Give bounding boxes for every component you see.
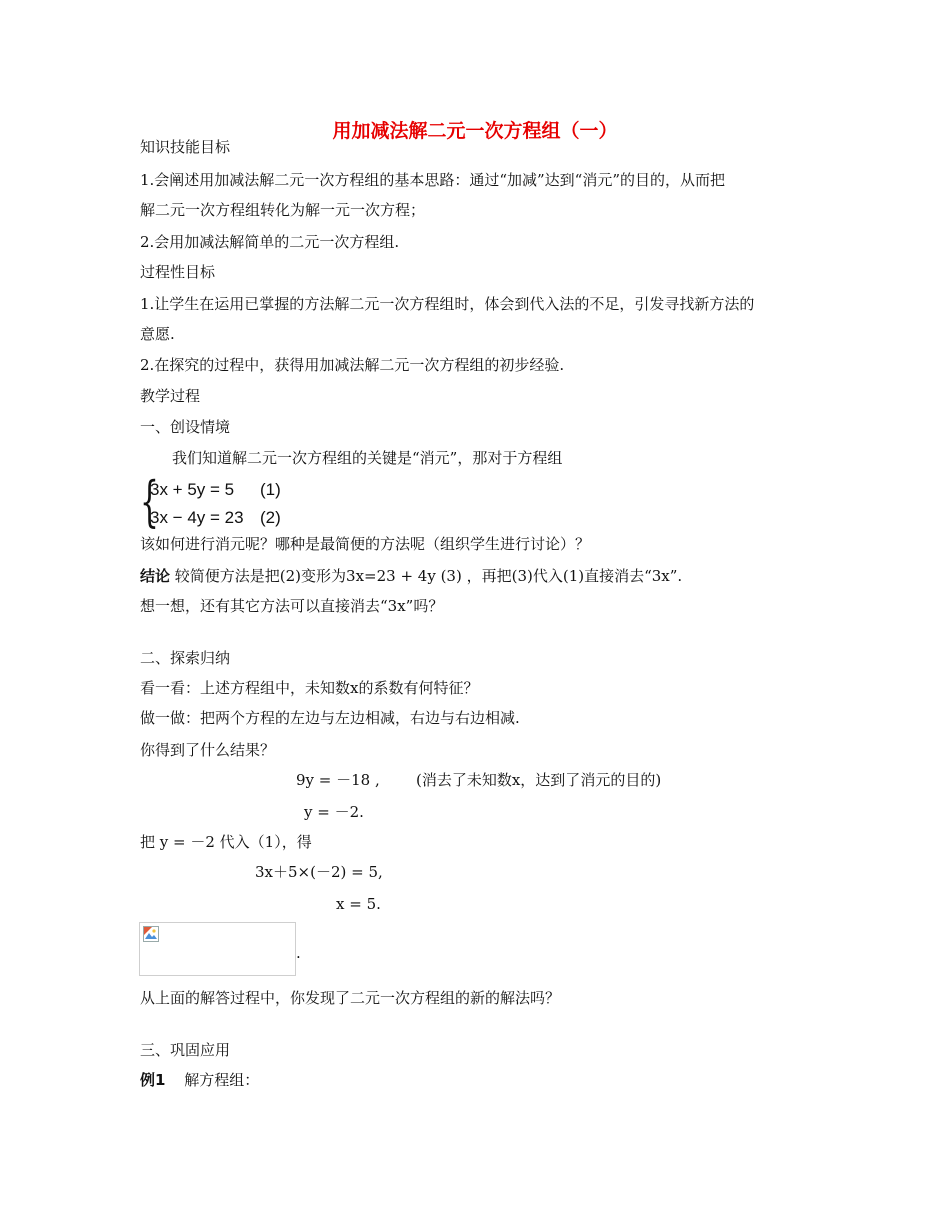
paragraph-line: 做一做：把两个方程的左边与左边相减，右边与右边相减. (140, 709, 520, 727)
equation-1: 3x + 5y = 5 (150, 480, 235, 499)
equation-step-3: 3x＋5×(－2) = 5, (255, 863, 383, 881)
conclusion-line (140, 566, 682, 586)
paragraph-line: 该如何进行消元呢？哪种是最简便的方法呢（组织学生进行讨论）？ (140, 535, 591, 553)
section-heading-explore: 二、探索归纳 (140, 649, 231, 667)
example-label: 例1 (140, 1071, 166, 1089)
paragraph-line: 意愿. (140, 325, 175, 343)
example-text: 解方程组： (184, 1071, 260, 1089)
paragraph-line: 我们知道解二元一次方程组的关键是“消元”，那对于方程组 (172, 449, 563, 467)
paragraph-line: 解二元一次方程组转化为解一元一次方程； (140, 201, 426, 219)
paragraph-line: 2.会用加减法解简单的二元一次方程组. (140, 233, 400, 251)
equation-system (140, 470, 300, 533)
conclusion-label: 结论 (140, 567, 171, 585)
section-heading-process-goals: 过程性目标 (140, 263, 216, 281)
paragraph-line: 想一想，还有其它方法可以直接消去“3x”吗？ (140, 597, 444, 615)
brace-icon: { (140, 470, 159, 533)
section-heading-knowledge-goals: 知识技能目标 (140, 138, 231, 156)
equation-1-label: (1) (260, 480, 281, 499)
page-title: 用加减法解二元一次方程组（一） (332, 120, 618, 142)
paragraph-line: 1.让学生在运用已掌握的方法解二元一次方程组时，体会到代入法的不足，引发寻找新方法的 (140, 295, 755, 313)
paragraph-line: 1.会阐述用加减法解二元一次方程组的基本思路：通过“加减”达到“消元”的目的，从而把 (140, 171, 725, 189)
conclusion-text: 较简便方法是把(2)变形为3x=23 + 4y (3) ，再把(3)代入(1)直接消去“3x”. (170, 567, 683, 585)
paragraph-line: 你得到了什么结果？ (140, 741, 276, 759)
equation-2-label: (2) (260, 508, 281, 527)
broken-image-placeholder (139, 922, 296, 976)
equation-step-1-note: (消去了未知数x，达到了消元的目的) (416, 771, 662, 789)
example-line (140, 1070, 259, 1090)
trailing-period: . (296, 944, 301, 962)
broken-image-icon (143, 926, 159, 942)
paragraph-line: 把 y = －2 代入（1），得 (140, 833, 312, 851)
equation-step-2: y = －2. (304, 803, 364, 821)
equation-2: 3x − 4y = 23 (150, 508, 244, 527)
paragraph-line: 从上面的解答过程中，你发现了二元一次方程组的新的解法吗？ (140, 989, 561, 1007)
paragraph-line: 看一看：上述方程组中，未知数x的系数有何特征？ (140, 679, 479, 697)
section-heading-scenario: 一、创设情境 (140, 418, 231, 436)
equation-step-1: 9y = －18 , (296, 771, 380, 789)
section-heading-apply: 三、巩固应用 (140, 1041, 231, 1059)
equation-step-4: x = 5. (336, 895, 381, 913)
paragraph-line: 2.在探究的过程中，获得用加减法解二元一次方程组的初步经验. (140, 356, 565, 374)
section-heading-teaching-process: 教学过程 (140, 387, 201, 405)
